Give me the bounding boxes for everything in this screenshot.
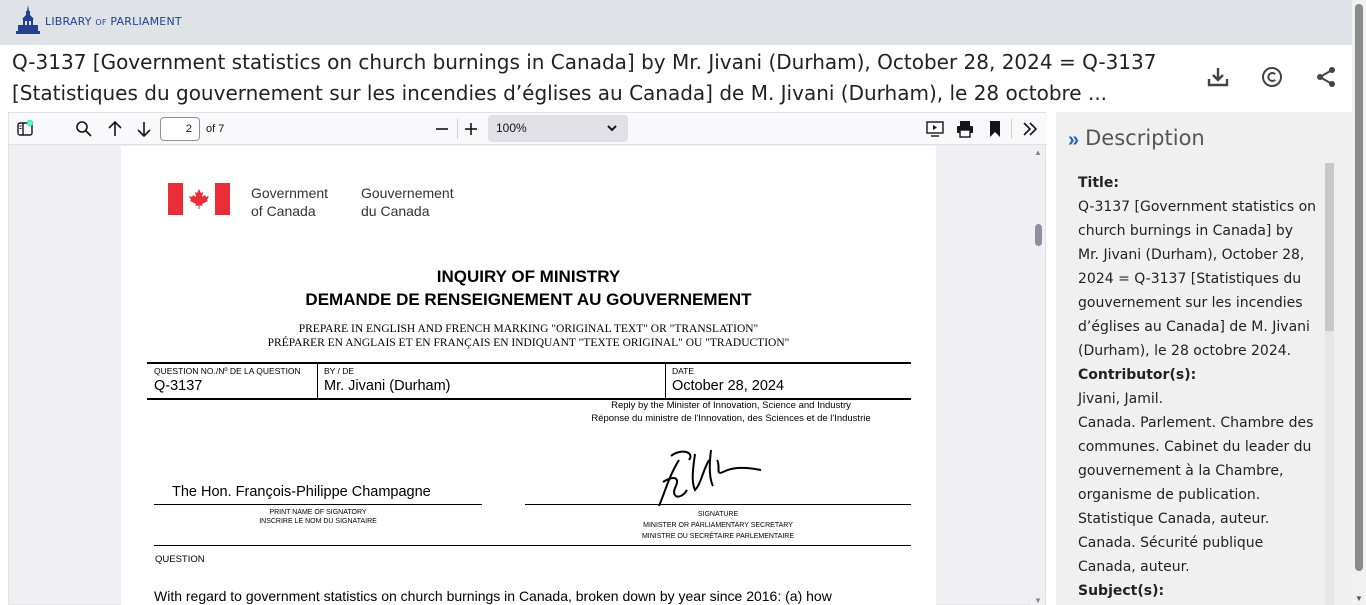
description-body: [1078, 171, 1318, 603]
sidebar-toggle-icon: [16, 120, 34, 138]
logo-text-end: PARLIAMENT: [110, 15, 182, 28]
signature-rule: [154, 504, 482, 505]
sidebar-toggle-button[interactable]: [12, 117, 38, 141]
description-heading: Description: [1085, 125, 1205, 150]
signature-rule: [525, 504, 911, 505]
zoom-value: 100%: [496, 121, 527, 135]
site-header: [0, 0, 1366, 45]
previous-page-button[interactable]: [102, 117, 128, 141]
pdf-toolbar: [9, 113, 1047, 145]
tools-menu-button[interactable]: [1017, 117, 1043, 141]
print-name-label-fr: INSCRIRE LE NOM DU SIGNATAIRE: [259, 518, 377, 525]
minister-label-fr: MINISTRE OU SECRÉTAIRE PARLEMENTAIRE: [641, 533, 795, 540]
find-button[interactable]: [71, 117, 97, 141]
form-heading-en: INQUIRY OF MINISTRY: [436, 267, 621, 286]
title-value: Q-3137 [Government statistics on church burnings in Canada] by Mr. Jivani (Durham), October 28, 2024 = Q-3137 [Statistiques du gouvernement sur les incendies d’églises au Canada] de M. Jivani (Durham), le 28 octobre 2024.: [1078, 199, 1317, 359]
handwritten-signature: [651, 446, 791, 508]
contributor-item: Statistique Canada, auteur.: [1078, 511, 1270, 527]
form-heading-fr: DEMANDE DE RENSEIGNEMENT AU GOUVERNEMENT: [305, 290, 752, 309]
date-label: DATE: [672, 366, 695, 376]
zoom-select[interactable]: [488, 115, 628, 142]
library-of-parliament-logo[interactable]: [16, 3, 182, 35]
document-title-bar: [0, 45, 1352, 104]
toolbar-divider: [1011, 119, 1012, 139]
reply-by-fr: Réponse du ministre de l'Innovation, des Sciences et de l'Industrie: [591, 413, 871, 424]
share-icon: [1315, 66, 1337, 88]
reply-by-en: Reply by the Minister of Innovation, Science and Industry: [611, 400, 851, 411]
contributor-item: Canada. Sécurité publique Canada, auteur.: [1078, 535, 1264, 575]
date-value: October 28, 2024: [672, 378, 785, 394]
form-rule: [317, 363, 318, 399]
presentation-mode-button[interactable]: [922, 117, 948, 141]
page-number-input[interactable]: 2: [160, 117, 200, 141]
download-icon: [1207, 66, 1229, 88]
page-count: of 7: [206, 123, 225, 135]
pdf-scrollbar-thumb[interactable]: [1035, 224, 1042, 246]
arrow-down-icon: [135, 120, 153, 138]
question-text: With regard to government statistics on church burnings in Canada, broken down by year since 2016: (a) how: [154, 588, 832, 604]
zoom-out-button[interactable]: [429, 117, 455, 141]
instruction-fr: PRÉPARER EN ANGLAIS ET EN FRANÇAIS EN INDIQUANT "TEXTE ORIGINAL" OU "TRADUCTION": [267, 337, 790, 349]
minister-label-en: MINISTER OR PARLIAMENTARY SECRETARY: [643, 522, 793, 529]
by-label: BY / DE: [324, 366, 355, 376]
logo-text-of: OF: [95, 18, 107, 27]
question-rule: [154, 545, 911, 546]
logo-text-main: LIBRARY: [45, 15, 92, 28]
window-scrollbar-thumb[interactable]: [1355, 4, 1363, 571]
question-label: QUESTION: [155, 554, 205, 565]
signatory-name: The Hon. François-Philippe Champagne: [172, 484, 431, 500]
copyright-icon: [1261, 66, 1283, 88]
pdf-page-container[interactable]: [9, 146, 1033, 605]
question-number-label: QUESTION NO./Nº DE LA QUESTION: [154, 366, 301, 376]
form-rule: [665, 363, 666, 399]
government-name-en: Government of Canada: [251, 185, 329, 219]
presentation-icon: [926, 120, 944, 138]
question-number-value: Q-3137: [154, 378, 203, 394]
subjects-label: Subject(s):: [1078, 583, 1165, 599]
bookmark-icon: [986, 120, 1004, 138]
pdf-scrollbar[interactable]: [1031, 146, 1045, 605]
document-title: Q-3137 [Government statistics on church burnings in Canada] by Mr. Jivani (Durham), October 28, 2024 = Q-3137 [Statistiques du gouvernement sur les incendies d’églises au Canada] de M. Jivani (Durham), le 28 octobre ...: [12, 50, 1157, 105]
description-scrollbar-thumb[interactable]: [1325, 163, 1334, 331]
description-panel: [1056, 112, 1352, 605]
document-actions: [1202, 65, 1342, 89]
form-rule: [147, 362, 911, 364]
signature-label: SIGNATURE: [697, 511, 739, 518]
minus-icon: [434, 121, 450, 137]
window-scrollbar[interactable]: [1352, 0, 1366, 605]
print-name-label-en: PRINT NAME OF SIGNATORY: [269, 509, 367, 516]
contributor-item: Canada. Parlement. Chambre des communes. Cabinet du leader du gouvernement à la Chambre, organisme de publication.: [1078, 415, 1314, 503]
copyright-button[interactable]: [1256, 65, 1288, 89]
government-name-fr: Gouvernement du Canada: [361, 185, 454, 219]
double-chevron-right-icon: [1021, 120, 1039, 138]
description-scrollbar[interactable]: [1325, 163, 1334, 605]
download-button[interactable]: [1202, 65, 1234, 89]
government-of-canada-flag: [168, 183, 230, 215]
scroll-up-arrow-icon[interactable]: ▲: [1034, 148, 1042, 157]
title-label: Title:: [1078, 175, 1119, 191]
arrow-up-icon: [106, 120, 124, 138]
parliament-building-icon: [16, 5, 40, 35]
instruction-en: PREPARE IN ENGLISH AND FRENCH MARKING "ORIGINAL TEXT" OR "TRANSLATION": [298, 323, 759, 335]
scroll-down-arrow-icon[interactable]: ▼: [1034, 596, 1042, 605]
maple-leaf-icon: [188, 188, 210, 210]
pdf-page: [121, 146, 936, 605]
print-icon: [956, 120, 974, 138]
scroll-down-arrow-icon[interactable]: ▼: [1355, 594, 1363, 603]
description-header[interactable]: [1068, 123, 1205, 152]
next-page-button[interactable]: [131, 117, 157, 141]
print-button[interactable]: [952, 117, 978, 141]
by-value: Mr. Jivani (Durham): [324, 378, 451, 394]
pdf-viewer: [8, 112, 1046, 605]
contributors-label: Contributor(s):: [1078, 367, 1197, 383]
double-chevron-icon: »: [1068, 129, 1080, 151]
share-button[interactable]: [1310, 65, 1342, 89]
contributor-item: Jivani, Jamil.: [1078, 391, 1164, 407]
plus-icon: [463, 121, 479, 137]
zoom-in-button[interactable]: [458, 117, 484, 141]
search-icon: [75, 120, 93, 138]
bookmark-button[interactable]: [982, 117, 1008, 141]
